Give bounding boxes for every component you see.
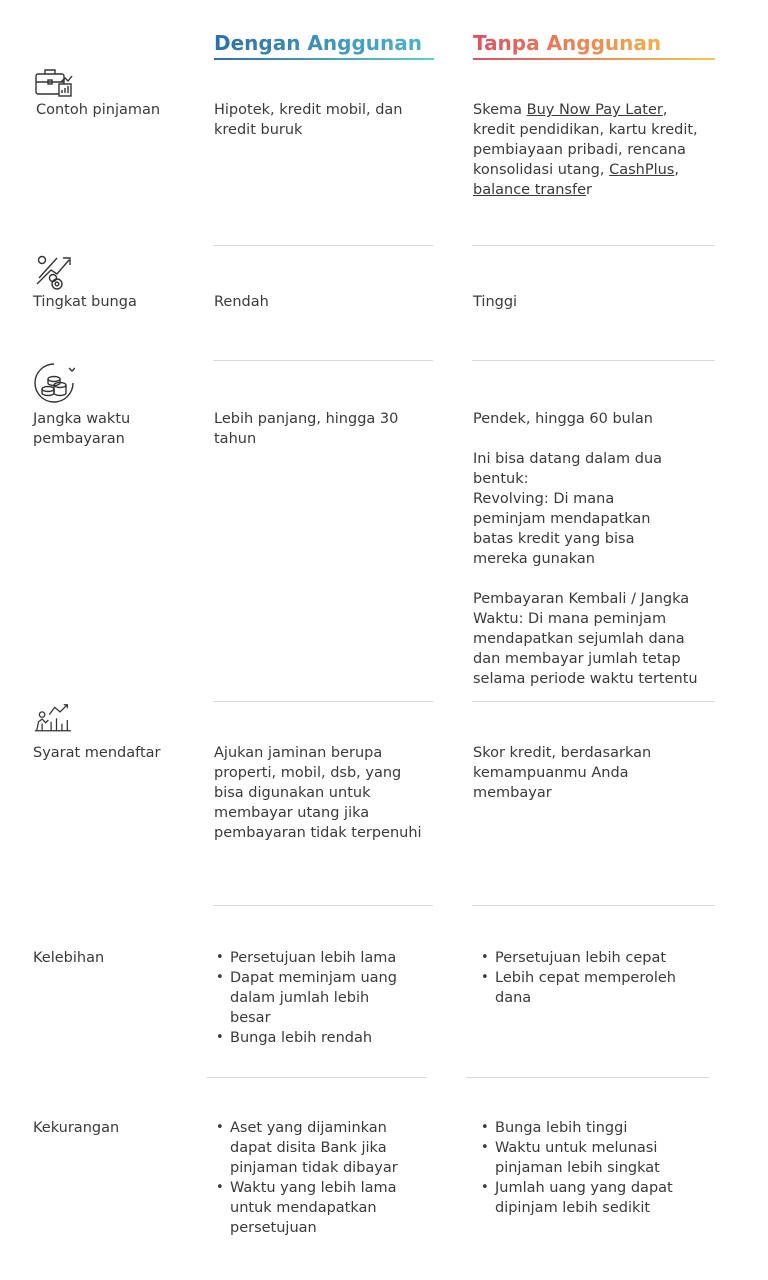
divider bbox=[472, 701, 715, 702]
divider bbox=[466, 1077, 709, 1078]
list-item: • Bunga lebih rendah bbox=[214, 1028, 414, 1048]
cell-disadvantages-no-collateral bbox=[479, 1118, 689, 1218]
divider bbox=[213, 245, 433, 246]
list-item: • Lebih cepat memperoleh dana bbox=[479, 968, 689, 1008]
text-segment: Skema bbox=[473, 102, 527, 118]
list-item: • Aset yang dijaminkan dapat disita Bank jika pinjaman tidak dibayar bbox=[214, 1118, 429, 1178]
paragraph: Ini bisa datang dalam dua bentuk: bbox=[473, 451, 663, 487]
cell-term-no-collateral bbox=[473, 409, 698, 689]
bullet-list bbox=[214, 1118, 429, 1238]
cell-loan-examples-collateral: Hipotek, kredit mobil, dan kredit buruk bbox=[214, 102, 403, 138]
divider bbox=[207, 1077, 427, 1078]
list-item: • Dapat meminjam uang dalam jumlah lebih besar bbox=[214, 968, 414, 1028]
column-title: Dengan Anggunan bbox=[214, 31, 422, 55]
divider bbox=[213, 360, 433, 361]
list-item: • Jumlah uang yang dapat dipinjam lebih sedikit bbox=[479, 1178, 689, 1218]
link-buy-now-pay-later[interactable]: Buy Now Pay Later bbox=[526, 102, 663, 118]
cell-requirements-no-collateral: Skor kredit, berdasarkan kemampuanmu Anda membayar bbox=[473, 745, 652, 801]
cell-advantages-collateral bbox=[214, 948, 414, 1048]
row-label-requirements: Syarat mendaftar bbox=[33, 745, 161, 761]
column-title: Tanpa Anggunan bbox=[473, 31, 662, 55]
text-segment: r bbox=[586, 182, 592, 198]
cell-advantages-no-collateral bbox=[479, 948, 689, 1008]
divider bbox=[472, 905, 715, 906]
divider bbox=[213, 701, 433, 702]
paragraph: Pendek, hingga 60 bulan bbox=[473, 411, 653, 427]
bullet-list bbox=[479, 1118, 689, 1218]
text-segment: , kredit pendidikan, kartu kredit, pembiayaan pribadi, rencana konsolidasi utang, bbox=[473, 102, 698, 178]
link-balance-transfer[interactable]: balance transfe bbox=[473, 182, 586, 198]
divider bbox=[213, 905, 433, 906]
bullet-list bbox=[479, 948, 689, 1008]
row-label-advantages: Kelebihan bbox=[33, 950, 105, 966]
coins-cycle-icon bbox=[33, 362, 75, 404]
list-item: • Waktu untuk melunasi pinjaman lebih singkat bbox=[479, 1138, 689, 1178]
row-label-disadvantages: Kekurangan bbox=[33, 1120, 120, 1136]
list-item: • Bunga lebih tinggi bbox=[479, 1118, 689, 1138]
column-header-with-collateral bbox=[214, 30, 434, 56]
cell-disadvantages-collateral bbox=[214, 1118, 429, 1238]
text-segment: , bbox=[674, 162, 679, 178]
row-label-loan-examples: Contoh pinjaman bbox=[36, 102, 161, 118]
cell-term-collateral: Lebih panjang, hingga 30 tahun bbox=[214, 411, 399, 447]
column-header-without-collateral bbox=[473, 30, 715, 56]
briefcase-chart-icon bbox=[33, 62, 75, 104]
person-chart-icon bbox=[33, 702, 71, 738]
bullet-list bbox=[214, 948, 414, 1048]
divider bbox=[472, 245, 715, 246]
paragraph: Pembayaran Kembali / Jangka Waktu: Di mana peminjam mendapatkan sejumlah dana dan membayar jumlah tetap selama periode waktu tertentu bbox=[473, 591, 698, 687]
cell-requirements-collateral: Ajukan jaminan berupa properti, mobil, dsb, yang bisa digunakan untuk membayar utang jika pembayaran tidak terpenuhi bbox=[214, 745, 422, 841]
divider bbox=[472, 360, 715, 361]
row-label-repayment-term: Jangka waktu pembayaran bbox=[33, 411, 131, 447]
list-item: • Persetujuan lebih cepat bbox=[479, 948, 689, 968]
percent-trend-icon bbox=[33, 250, 75, 292]
cell-loan-examples-no-collateral bbox=[473, 100, 708, 200]
link-cashplus[interactable]: CashPlus bbox=[609, 162, 675, 178]
cell-interest-no-collateral: Tinggi bbox=[473, 294, 518, 310]
paragraph: Revolving: Di mana peminjam mendapatkan batas kredit yang bisa mereka gunakan bbox=[473, 491, 651, 567]
list-item: • Waktu yang lebih lama untuk mendapatkan persetujuan bbox=[214, 1178, 429, 1238]
header-underline bbox=[214, 58, 434, 60]
row-label-interest-rate: Tingkat bunga bbox=[33, 294, 137, 310]
list-item: • Persetujuan lebih lama bbox=[214, 948, 414, 968]
cell-interest-collateral: Rendah bbox=[214, 294, 269, 310]
header-underline bbox=[473, 58, 715, 60]
